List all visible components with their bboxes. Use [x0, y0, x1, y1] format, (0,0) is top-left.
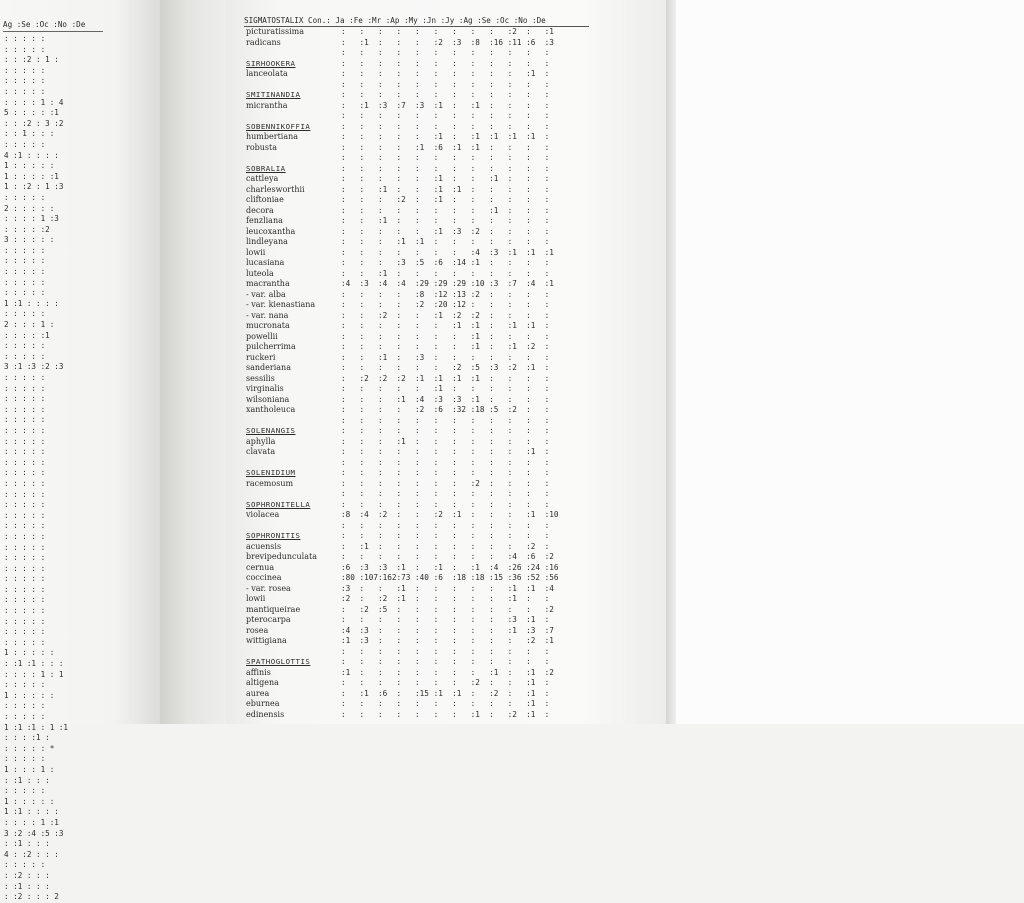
monthly-counts: : : : :3 :5 :6 :14 :1 : : : : [341, 258, 550, 267]
monthly-counts: : : : :1 : : : : : : : : [341, 436, 550, 446]
monthly-counts: : : : : : : : : : : : : [341, 163, 550, 173]
species-row [244, 279, 619, 290]
left-value-row: 1 :1 : : : : [4, 807, 59, 817]
species-name: cliftoniae [246, 195, 284, 204]
monthly-counts: :1 : : : : : : : :1 : :1 :2 [341, 667, 554, 677]
left-month-header: Ag :Se :Oc :No :De [3, 20, 86, 29]
species-name: affinis [246, 667, 271, 677]
left-value-row: : : : : : [4, 425, 46, 435]
species-row [244, 636, 619, 647]
left-value-row: 3 :2 :4 :5 :3 [4, 828, 64, 838]
left-value-row: 1 :1 :1 : 1 :1 [4, 722, 69, 732]
species-row [244, 479, 619, 490]
species-row [244, 678, 619, 689]
left-value-row: : : : : : [4, 637, 46, 647]
species-row [244, 38, 619, 49]
left-value-row: : : : : : [4, 680, 46, 690]
left-value-row: : :2 : : : [4, 870, 50, 880]
monthly-counts: :3 : : :1 : : : : : :1 :1 :4 [341, 583, 554, 593]
left-value-row: : : : : : [4, 468, 46, 478]
monthly-counts: : : : : : : :2 :5 :3 :2 :1 : [341, 363, 550, 372]
species-row [244, 153, 619, 164]
species-name: luteola [246, 268, 274, 278]
left-value-row: : :1 : : : [4, 775, 50, 785]
left-value-row: : : : : : [4, 521, 46, 531]
left-value-row: : : : : : [4, 553, 46, 563]
species-name: acuensis [246, 541, 282, 551]
left-value-row: : : : : : [4, 394, 46, 404]
left-value-row: 4 : :2 : : : [4, 849, 59, 859]
species-row [244, 710, 619, 721]
left-value-row: : : : : 1 : 4 [4, 97, 64, 107]
left-value-row: : :1 : : : [4, 839, 50, 849]
left-value-row: : : :2 : 3 :2 [4, 118, 64, 128]
species-name: altigena [246, 678, 279, 687]
left-value-row: 3 : : : : : [4, 235, 55, 245]
monthly-counts: : : : : :8 :12 :13 :2 : : : : [341, 289, 550, 299]
species-row [244, 647, 619, 658]
monthly-counts: : : :2 : : :1 :2 :2 : : : : [341, 310, 550, 320]
monthly-counts: :8 :4 :2 : : :2 :1 : : : :1 :10 [341, 510, 559, 519]
species-row [244, 552, 619, 563]
right-month-header: SIGMATOSTALIX Con.: Ja :Fe :Mr :Ap :My :Jn :Jy :Ag :Se :Oc :No :De [244, 16, 546, 25]
genus-heading-row [244, 500, 619, 511]
species-row [244, 458, 619, 469]
left-value-row: 4 :1 : : : : [4, 150, 59, 160]
monthly-counts: : : : : : : : :2 : : :1 : [341, 678, 550, 687]
species-row [244, 626, 619, 637]
species-name: aurea [246, 688, 270, 698]
left-value-row: 2 : : : 1 : [4, 320, 55, 330]
monthly-counts: : : : : : :1 : : :1 : : : [341, 174, 550, 183]
left-value-row: : : : : : [4, 478, 46, 488]
species-name: rosea [246, 625, 269, 635]
left-value-row: : : : : :1 [4, 330, 50, 340]
left-value-row: 1 : : : : : [4, 690, 55, 700]
left-value-row: 1 : : : : :1 [4, 171, 59, 181]
monthly-counts: : : : : : : : : : : : : [341, 468, 550, 477]
monthly-counts: : :2 :5 : : : : : : : : :2 [341, 604, 554, 614]
species-row [244, 615, 619, 626]
monthly-counts: : : : : : :1 : :1 :1 :1 :1 : [341, 132, 550, 141]
species-name: - var. kienastiana [246, 300, 316, 309]
left-value-row: : : : : : [4, 277, 46, 287]
left-value-row: : : : : : [4, 86, 46, 96]
monthly-counts: : : : : : : : : : : : : [341, 121, 550, 131]
species-row [244, 542, 619, 553]
left-value-row: : : : : : [4, 786, 46, 796]
left-value-row: : : : : : [4, 373, 46, 382]
left-value-row: 1 : : : : : [4, 648, 55, 658]
species-row [244, 363, 619, 374]
species-row [244, 290, 619, 301]
monthly-counts: : : :1 : :3 : : : : : : : [341, 352, 550, 362]
species-name: - var. alba [246, 289, 286, 299]
monthly-counts: : : : : : : : : : : : : [341, 415, 550, 425]
left-value-row: : : : : : [4, 500, 46, 510]
genus-name: SOBRALIA [246, 163, 286, 173]
left-value-row: : : : : : [4, 415, 46, 425]
genus-name: SPATHOGLOTTIS [246, 657, 311, 666]
species-row [244, 48, 619, 59]
left-value-columns [4, 34, 114, 902]
left-value-row: : : : : : [4, 574, 46, 584]
species-name: micrantha [246, 100, 288, 110]
left-value-row: : : : : 1 :1 [4, 817, 59, 827]
monthly-counts: : : :1 : : : : : : : : : [341, 268, 550, 278]
monthly-counts: :2 : :2 :1 : : : : : :1 : : [341, 594, 550, 603]
species-name: virginalis [246, 384, 284, 393]
monthly-counts: : :1 :6 : :15 :1 :1 : :2 : :1 : [341, 688, 550, 698]
monthly-counts: : : : : : : : : : : : : [341, 657, 550, 666]
monthly-counts: : : : : :2 :20 :12 : : : : : [341, 300, 550, 309]
left-value-row: : : : : :2 [4, 224, 50, 234]
genus-heading-row [244, 59, 619, 70]
species-name: radicans [246, 37, 281, 47]
species-row [244, 269, 619, 280]
species-name: mucronata [246, 321, 290, 330]
monthly-counts: : : : :1 :4 :3 :3 :1 : : : : [341, 394, 550, 404]
genus-name: SOBENNIKOFFIA [246, 121, 311, 131]
species-row [244, 489, 619, 500]
left-value-row: : : : : : [4, 351, 46, 361]
species-row [244, 80, 619, 91]
monthly-counts: : : : : : : : : : : : : [341, 79, 550, 89]
left-value-row: : :1 :1 : : : [4, 659, 64, 669]
species-name: mantiqueirae [246, 604, 301, 614]
monthly-counts: : : : : : : : : : : : : [341, 489, 550, 498]
left-value-row: : : : : : [4, 341, 46, 351]
monthly-counts: : : : : : : : : : : : : [341, 457, 550, 467]
genus-name: SOLENIDIUM [246, 468, 296, 477]
left-value-row: : : : : : [4, 447, 46, 457]
monthly-counts: : : : : : : : : : : :1 : [341, 69, 550, 78]
left-value-row: : :1 : : : [4, 881, 50, 891]
monthly-counts: : :2 :2 :2 :1 :1 :1 :1 : : : : [341, 373, 550, 383]
left-value-row: : : :2 : 1 : [4, 55, 59, 65]
species-name: racemosum [246, 478, 294, 488]
species-row [244, 300, 619, 311]
left-value-row: : : 1 : : : [4, 129, 55, 139]
left-value-row: : : : : : [4, 701, 46, 711]
species-name: lowii [246, 247, 266, 257]
scanner-background [676, 0, 1024, 724]
species-name: xantholeuca [246, 405, 296, 414]
monthly-counts: : :1 : : : : : : : : :2 : [341, 541, 550, 551]
genus-heading-row [244, 468, 619, 479]
genus-heading-row [244, 531, 619, 542]
species-row [244, 248, 619, 259]
monthly-counts: : : : : : : : : : :2 : :1 [341, 27, 554, 36]
left-value-row: : : : : : [4, 34, 46, 43]
monthly-counts: : : :1 : : : : : : : : : [341, 216, 550, 225]
species-name: lindleyana [246, 237, 288, 246]
monthly-counts: : : : : : : :1 :1 : :1 :1 : [341, 321, 550, 330]
species-row [244, 437, 619, 448]
monthly-counts: : : : : :2 :6 :32 :18 :5 :2 : : [341, 405, 550, 414]
left-value-row: : : : : : [4, 245, 46, 255]
species-table [244, 27, 619, 724]
left-value-row: 1 : :2 : 1 :3 [4, 182, 64, 192]
species-name: brevipedunculata [246, 552, 317, 561]
left-value-row: 1 : : : : : [4, 161, 55, 171]
species-name: ruckeri [246, 352, 276, 362]
species-name: coccinea [246, 573, 282, 582]
left-header-rule [3, 31, 103, 32]
monthly-counts: : : : : : : : : : : : : [341, 499, 550, 509]
left-value-row: : : : : : [4, 436, 46, 446]
species-row [244, 447, 619, 458]
genus-name: SOPHRONITIS [246, 531, 301, 540]
species-row [244, 216, 619, 227]
book-gutter [160, 0, 230, 724]
species-row [244, 185, 619, 196]
species-row [244, 563, 619, 574]
left-value-row: : : : : : [4, 139, 46, 149]
monthly-counts: : : : : : : : :4 :3 :1 :1 :1 [341, 247, 554, 257]
monthly-counts: : : :1 : : :1 :1 : : : : : [341, 184, 550, 194]
monthly-counts: :6 :3 :3 :1 : :1 : :1 :4 :26 :24 :16 [341, 562, 559, 572]
left-value-row: : : : : 1 : 1 [4, 669, 64, 679]
left-value-row: : : : :1 : [4, 733, 50, 743]
species-name: aphylla [246, 436, 276, 446]
species-row [244, 206, 619, 217]
left-value-row: : : : : : [4, 404, 46, 414]
species-row [244, 699, 619, 710]
species-row [244, 332, 619, 343]
species-name: macrantha [246, 279, 290, 288]
monthly-counts: : : : : : : : : : :3 :1 : [341, 615, 550, 624]
species-row [244, 174, 619, 185]
species-row [244, 69, 619, 80]
left-value-row: 2 : : : : : [4, 203, 55, 213]
left-value-row: : : : : : [4, 267, 46, 277]
species-name: lucasiana [246, 258, 285, 267]
monthly-counts: : : : : : : : : : : : : [341, 111, 550, 120]
species-name: charlesworthii [246, 184, 305, 194]
species-row [244, 584, 619, 595]
left-value-row: : : : : : [4, 616, 46, 626]
genus-heading-row [244, 426, 619, 437]
left-value-row: : :2 : : : 2 [4, 892, 59, 902]
species-row [244, 27, 619, 38]
genus-name: SMITINANDIA [246, 90, 301, 99]
monthly-counts: : : : : : : : :1 : : : : [341, 331, 550, 341]
monthly-counts: : :1 :3 :7 :3 :1 : :1 : : : : [341, 100, 550, 110]
species-row [244, 311, 619, 322]
species-row [244, 258, 619, 269]
left-value-row: 1 :1 : : : : [4, 298, 59, 308]
genus-name: SIRHOOKERA [246, 58, 296, 68]
species-name: - var. nana [246, 310, 289, 320]
monthly-counts: : : : : : : : : : : : : [341, 153, 550, 162]
species-row [244, 510, 619, 521]
left-value-row: : : : : : [4, 627, 46, 637]
species-name: cattleya [246, 174, 279, 183]
monthly-counts: : :1 : : : :2 :3 :8 :16 :11 :6 :3 [341, 37, 554, 47]
monthly-counts: : : : : : : : : : : : : [341, 58, 550, 68]
species-name: picturatissima [246, 27, 305, 36]
left-value-row: : : : : : [4, 754, 46, 764]
species-name: sessilis [246, 373, 275, 383]
left-value-row: 5 : : : : :1 [4, 108, 59, 118]
species-row [244, 111, 619, 122]
monthly-counts: : : : : : : : : : : : : [341, 531, 550, 540]
left-value-row: : : : : : [4, 542, 46, 552]
genus-heading-row [244, 657, 619, 668]
left-value-row: : : : : : [4, 65, 46, 75]
genus-name: SOPHRONITELLA [246, 499, 311, 509]
left-value-row: : : : : 1 :3 [4, 214, 59, 224]
species-row [244, 374, 619, 385]
monthly-counts: : : : : : : : :2 : : : : [341, 478, 550, 488]
species-name: humbertiana [246, 132, 299, 141]
left-value-row: : : : : : [4, 76, 46, 86]
species-name: wilsoniana [246, 394, 290, 404]
monthly-counts: : : : : : : : : : : : : [341, 426, 550, 435]
species-row [244, 405, 619, 416]
left-value-row: : : : : : [4, 531, 46, 541]
species-row [244, 521, 619, 532]
monthly-counts: : : : :2 : :1 : : : : : : [341, 195, 550, 204]
species-name: eburnea [246, 699, 280, 708]
left-value-row: 1 : : : : : [4, 796, 55, 806]
species-row [244, 395, 619, 406]
species-row [244, 594, 619, 605]
species-name: powellii [246, 331, 278, 341]
monthly-counts: : : : : : : : : : : : : [341, 646, 550, 656]
species-name: lanceolata [246, 69, 288, 78]
monthly-counts: : : : :1 :1 : : : : : : : [341, 237, 550, 246]
species-name: cernua [246, 562, 275, 572]
species-row [244, 143, 619, 154]
monthly-counts: :4 :3 :4 :4 :29 :29 :29 :10 :3 :7 :4 :1 [341, 279, 554, 288]
monthly-counts: : : : : : : : :1 : :2 :1 : [341, 709, 550, 719]
species-name: robusta [246, 142, 278, 152]
left-value-row: : : : : : [4, 457, 46, 467]
species-row [244, 416, 619, 427]
monthly-counts: : : : : : : : : : : : : [341, 90, 550, 99]
monthly-counts: :4 :3 : : : : : : : :1 :3 :7 [341, 625, 554, 635]
species-row [244, 321, 619, 332]
species-row [244, 668, 619, 679]
monthly-counts: :80 :107:162:73 :40 :6 :18 :18 :15 :36 :52 :56 [341, 573, 559, 582]
species-name: sanderiana [246, 363, 291, 372]
left-value-row: : : : : : [4, 44, 46, 54]
monthly-counts: : : : : :1 :6 :1 :1 : : : : [341, 142, 550, 152]
monthly-counts: : : : : : : : : :1 : : : [341, 205, 550, 215]
genus-heading-row [244, 164, 619, 175]
left-value-row: : : : : : [4, 584, 46, 594]
left-value-row: : : : : : [4, 712, 46, 721]
monthly-counts: :1 :3 : : : : : : : : :2 :1 [341, 636, 554, 645]
species-name: decora [246, 205, 274, 215]
monthly-counts: : : : : : : : : : : : : [341, 48, 550, 57]
species-name: fenzliana [246, 216, 283, 225]
monthly-counts: : : : : : :1 : : : : : : [341, 384, 550, 393]
left-value-row: : : : : : [4, 192, 46, 202]
left-value-row: : : : : : [4, 288, 46, 298]
left-value-row: 3 :1 :3 :2 :3 [4, 362, 64, 372]
left-value-row: 1 : : : 1 : [4, 764, 55, 774]
species-row [244, 384, 619, 395]
species-row [244, 605, 619, 616]
species-row [244, 195, 619, 206]
left-value-row: : : : : : [4, 383, 46, 393]
species-name: leucoxantha [246, 226, 296, 236]
genus-heading-row [244, 122, 619, 133]
species-name: clavata [246, 447, 276, 456]
species-row [244, 237, 619, 248]
left-value-row: : : : : : [4, 860, 46, 870]
left-value-row: : : : : : [4, 489, 46, 499]
left-value-row: : : : : : [4, 595, 46, 605]
species-name: - var. rosea [246, 583, 291, 593]
monthly-counts: : : : : : : : : : : :1 : [341, 447, 550, 456]
monthly-counts: : : : : : : : : : : :1 : [341, 699, 550, 708]
species-name: wittigiana [246, 636, 287, 645]
species-row [244, 689, 619, 700]
genus-name: SOLENANGIS [246, 426, 296, 435]
species-row [244, 101, 619, 112]
genus-heading-row [244, 90, 619, 101]
monthly-counts: : : : : : : : : : :4 :6 :2 [341, 552, 554, 561]
species-name: edinensis [246, 709, 285, 719]
species-name: violacea [246, 510, 280, 519]
species-name: pterocarpa [246, 615, 291, 624]
left-value-row: : : : : : [4, 309, 46, 319]
left-value-row: : : : : : [4, 563, 46, 573]
monthly-counts: : : : : : : : : : : : : [341, 520, 550, 530]
species-row [244, 573, 619, 584]
left-value-row: : : : : : [4, 510, 46, 520]
left-value-row: : : : : : [4, 256, 46, 266]
left-value-row: : : : : : * [4, 743, 55, 753]
species-row [244, 342, 619, 353]
species-name: pulcherrima [246, 342, 296, 351]
monthly-counts: : : : : : :1 :3 :2 : : : : [341, 226, 550, 236]
monthly-counts: : : : : : : : :1 : :1 :2 : [341, 342, 550, 351]
species-row [244, 227, 619, 238]
left-value-row: : : : : : [4, 606, 46, 616]
species-row [244, 132, 619, 143]
species-name: lowii [246, 594, 266, 603]
species-row [244, 353, 619, 364]
